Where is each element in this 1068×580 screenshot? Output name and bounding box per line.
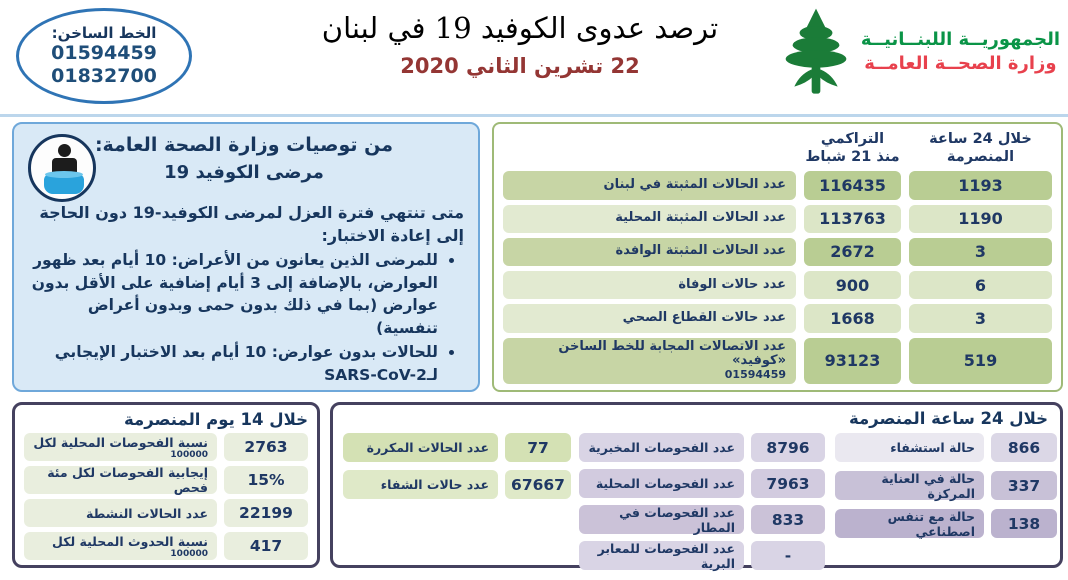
last24-value: 3 (909, 304, 1052, 332)
stat-label (503, 338, 796, 385)
stat-label-text: عدد حالات القطاع الصحي (622, 309, 786, 325)
stat-row (579, 541, 825, 570)
stat-label: عدد الفحوصات المخبرية (579, 433, 744, 462)
stats-14day-rows (24, 433, 308, 560)
stat-label-text: عدد حالات الوفاة (678, 276, 786, 292)
stat-label (503, 171, 796, 199)
patient-isolation-icon (28, 134, 96, 202)
stat-row (835, 433, 1057, 462)
stat-row (343, 470, 571, 499)
table-row (503, 171, 1052, 199)
ministry-name (861, 28, 1060, 77)
stat-label: نسبة الحدوث المحلية لكل 100000 (24, 532, 217, 560)
stats-14day-title: خلال 14 يوم المنصرمة (124, 410, 308, 429)
hotline-number-1: 01594459 (51, 42, 157, 65)
stat-value: 337 (991, 471, 1057, 500)
stat-label: عدد الحالات المكررة (343, 433, 498, 462)
last24-value: 6 (909, 271, 1052, 299)
stat-label: حالة استشفاء (835, 433, 984, 462)
stat-row (579, 433, 825, 462)
tests-group (579, 433, 825, 570)
stat-label: عدد حالات الشفاء (343, 470, 498, 499)
recommendations-subtitle: مرضى الكوفيد 19 (164, 162, 324, 183)
stats-24h-title: خلال 24 ساعة المنصرمة (848, 409, 1048, 428)
page-title: ترصد عدوى الكوفيد 19 في لبنان (321, 11, 719, 45)
hotline-number-2: 01832700 (51, 65, 157, 87)
stat-value: 22199 (224, 499, 308, 527)
report-title-block (250, 10, 790, 78)
report-date: 22 تشرين الثاني 2020 (400, 54, 640, 79)
table-row (503, 338, 1052, 385)
cumulative-value: 900 (804, 271, 901, 299)
stat-value: 77 (505, 433, 571, 462)
stat-value: 417 (224, 532, 308, 560)
stat-row (835, 471, 1057, 500)
stat-value: 15% (224, 466, 308, 494)
stat-label: عدد الحالات النشطة (24, 499, 217, 527)
recommendations-list (24, 249, 464, 386)
ministry-header (777, 6, 1060, 98)
recommendation-item: • للمرضى الذين يعانون من الأعراض: 10 أيام بعد ظهور العوارض، بالإضافة إلى 3 أيام إضافية على الأقل بدون عوارض (بما في ذلك بدون حمى وبدون أعراض تنفسية) (24, 249, 438, 339)
table-header-row (503, 130, 1052, 166)
stat-label-text: عدد الحالات المثبتة المحلية (615, 210, 786, 226)
table-row (503, 304, 1052, 332)
stat-label: عدد الفحوصات في المطار (579, 505, 744, 534)
stat-value: 2763 (224, 433, 308, 461)
table-row (503, 205, 1052, 233)
header-divider (0, 114, 1068, 117)
hospitalization-group (835, 433, 1057, 538)
cumulative-value: 113763 (804, 205, 901, 233)
stat-label: عدد الفحوصات للمعابر البرية (579, 541, 744, 570)
stat-label (503, 304, 796, 332)
hotline-label: الخط الساخن: (51, 24, 157, 43)
table-body (503, 171, 1052, 384)
stat-label: حالة في العناية المركزة (835, 471, 984, 500)
table-row (503, 238, 1052, 266)
recovered-duplicates-group (343, 433, 571, 499)
stat-row (343, 433, 571, 462)
table-row (503, 271, 1052, 299)
recommendations-title: من توصيات وزارة الصحة العامة: (94, 134, 394, 156)
stat-row (24, 499, 308, 527)
cedar-logo-icon (777, 6, 855, 98)
stat-value: 7963 (751, 469, 825, 498)
column-header-last24: خلال 24 ساعة المنصرمة (929, 131, 1032, 166)
ministry-label: وزارة الصحــة العامــة (864, 53, 1057, 74)
stat-value: 866 (991, 433, 1057, 462)
column-header-cumulative: التراكمي منذ 21 شباط (805, 131, 900, 166)
stat-value: 833 (751, 505, 825, 534)
hotline-badge (16, 8, 192, 104)
recommendations-panel (12, 122, 480, 392)
stat-label: حالة مع تنفس اصطناعي (835, 509, 984, 538)
stats-24h-box (330, 402, 1063, 571)
stat-label-text: عدد الاتصالات المجابة للخط الساخن «كوفيد» (558, 338, 786, 369)
last24-value: 1193 (909, 171, 1052, 199)
stat-row (835, 509, 1057, 538)
stat-label: عدد الفحوصات المحلية (579, 469, 744, 498)
last24-value: 519 (909, 338, 1052, 385)
main-stats-table (492, 122, 1063, 392)
cumulative-value: 93123 (804, 338, 901, 385)
stat-row (579, 505, 825, 534)
republic-label: الجمهوريــة اللبنــانيــة (860, 28, 1060, 50)
stat-label: نسبة الفحوصات المحلية لكل 100000 (24, 433, 217, 461)
stat-value: 67667 (505, 470, 571, 499)
last24-value: 1190 (909, 205, 1052, 233)
stat-label: إيجابية الفحوصات لكل مئة فحص (24, 466, 217, 494)
last24-value: 3 (909, 238, 1052, 266)
stat-value: 138 (991, 509, 1057, 538)
recommendation-item: • للحالات بدون عوارض: 10 أيام بعد الاختبار الإيجابي لـSARS-CoV-2 (24, 341, 438, 386)
cumulative-value: 2672 (804, 238, 901, 266)
stat-row (24, 466, 308, 494)
stat-label (503, 238, 796, 266)
stats-14day-box (12, 402, 320, 568)
stat-label-text: عدد الحالات المثبتة الوافدة (615, 243, 786, 259)
stat-value: - (751, 541, 825, 570)
stat-label-line2: 01594459 (724, 368, 786, 382)
stat-row (24, 433, 308, 461)
cumulative-value: 116435 (804, 171, 901, 199)
cumulative-value: 1668 (804, 304, 901, 332)
stat-label (503, 271, 796, 299)
stat-row (579, 469, 825, 498)
stat-row (24, 532, 308, 560)
per-100000-suffix: 100000 (170, 548, 208, 559)
per-100000-suffix: 100000 (170, 449, 208, 460)
stat-label-text: عدد الحالات المثبتة في لبنان (603, 176, 786, 192)
stat-value: 8796 (751, 433, 825, 462)
stat-label (503, 205, 796, 233)
recommendations-intro: متى تنتهي فترة العزل لمرضى الكوفيد-19 دون الحاجة إلى إعادة الاختبار: (39, 203, 464, 246)
